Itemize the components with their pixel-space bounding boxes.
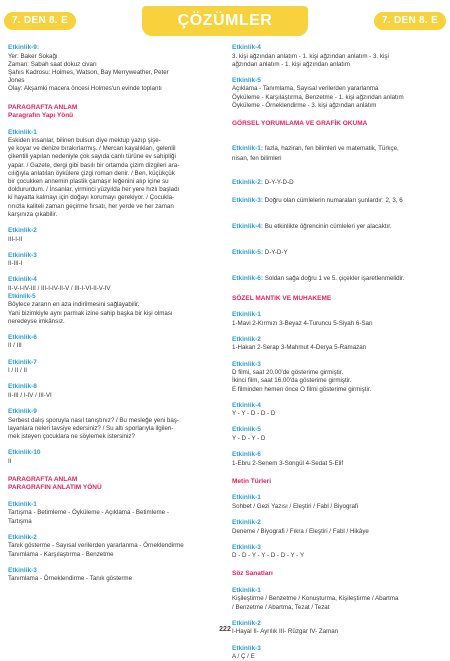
answer-text: Tartışma - Betimleme - Öyküleme - Açıklama - Betimleme - Tartışma <box>8 509 169 525</box>
answer-text: III-I-II <box>8 235 23 243</box>
activity-title: Etkinlik-1 <box>232 311 261 319</box>
activity-title: Etkinlik-1: <box>232 144 264 152</box>
section-title: Metin Türleri <box>232 477 272 485</box>
answer-text: Serbest dalış sporuyla nasıl tanıştınız? / Bu mesleğe yeni baş- layanlara neleri tavsiye edersiniz? / Su altı sporlarıyla ilgilen- mek isteyen çocuklara ne söylemek istersiniz? <box>8 416 179 440</box>
activity-title: Etkinlik-4 <box>232 401 261 409</box>
activity-title: Etkinlik-4 <box>8 276 37 284</box>
answer-row <box>232 137 444 163</box>
activity-title: Etkinlik-2 <box>8 533 37 541</box>
activity-title: Etkinlik-5 <box>232 76 261 84</box>
answer-text: Yer: Baker Sokağı Zaman: Sabah saat dokuz civarı Şahıs Kadrosu: Holmes, Watson, Bay Merryweather, Peter Jones Olay: Akşamki macera öncesi Holmes'un evinde toplantı <box>8 52 169 93</box>
answer-row <box>232 267 444 285</box>
answer-text: A / Ç / E <box>232 653 255 661</box>
grade-badge-right: 7. DEN 8. E <box>374 12 446 30</box>
activity-title: Etkinlik-3 <box>232 360 261 368</box>
activity-title: Etkinlik-3 <box>8 566 37 574</box>
answer-text: Deneme / Biyografi / Fıkra / Eleştiri / Fabl / Hikâye <box>232 527 369 535</box>
answer-text: Y - D - Y - D <box>232 434 266 442</box>
answer-text: I / II / II <box>8 367 27 375</box>
activity-title: Etkinlik-2 <box>232 619 261 627</box>
activity-title: Etkinlik-2: <box>232 178 264 186</box>
answer-text: Tanımlama - Örneklendirme - Tanık gösterme <box>8 575 133 583</box>
page-title: ÇÖZÜMLER <box>177 12 273 29</box>
section-title: SÖZEL MANTIK VE MUHAKEME <box>232 294 332 302</box>
activity-title: Etkinlik-1 <box>8 500 37 508</box>
activity-title: Etkinlik-3 <box>232 644 261 652</box>
activity-title: Etkinlik-6: <box>232 274 264 282</box>
answer-text: D filmi, saat 20.00'de gösterime girmiştir. İkinci film, saat 16.00'da gösterime girmiştir. E filminden hemen önce O filmi gösterime girmiştir. <box>232 369 372 393</box>
answer-text: Açıklama - Tanımlama, Sayısal verilerden yararlanma Öyküleme - Karşılaştırma, Benzetme - 1. kişi ağzından anlatım Öyküleme - Örneklendirme - 3. kişi ağzından anlatım <box>232 85 404 109</box>
section-title: GÖRSEL YORUMLAMA VE GRAFİK OKUMA <box>232 120 368 128</box>
answer-row <box>232 241 444 259</box>
answer-text: 1-Hakan 2-Serap 3-Mahmut 4-Derya 5-Ramazan <box>232 344 367 352</box>
answer-text: Bu etkinlikte öğrencinin cümleleri yer alacaktır. <box>263 222 392 230</box>
activity-title: Etkinlik-8 <box>8 383 37 391</box>
activity-title: Etkinlik-1 <box>232 586 261 594</box>
activity-title: Etkinlik-6 <box>232 451 261 459</box>
answer-text: Soldan sağa doğru 1 ve 5. çiçekler işaretlenmelidir. <box>263 274 405 282</box>
activity-title: Etkinlik-5 <box>232 426 261 434</box>
activity-title: Etkinlik-9 <box>8 408 37 416</box>
left-column <box>8 44 218 583</box>
section-title: PARAGRAFTA ANLAM <box>8 475 78 483</box>
answer-row <box>232 215 444 233</box>
activity-title: Etkinlik-4 <box>232 44 261 51</box>
activity-title: Etkinlik-4: <box>232 222 264 230</box>
activity-title: Etkinlik-1 <box>232 494 261 502</box>
answer-text: Doğru olan cümlelerin numaraları şunlardır: 2, 3, 6 <box>263 196 403 204</box>
activity-title: Etkinlik-6 <box>8 333 37 341</box>
activity-title: Etkinlik-10 <box>8 449 41 457</box>
answer-text: II-III-I <box>8 260 23 268</box>
section-title: PARAGRAFTA ANLAM <box>8 103 78 111</box>
activity-title: Etkinlik-2 <box>232 519 261 527</box>
answer-text: Tanık gösterme - Sayısal verilerden yararlanma - Örneklendirme Tanımlama - Karşılaştırma - Benzetme <box>8 542 184 558</box>
answer-text: D-Y-D-Y <box>263 248 288 256</box>
answer-text: Y - Y - D - D - D <box>232 410 276 418</box>
right-column <box>232 44 444 661</box>
answer-row <box>232 189 444 207</box>
answer-text: 1-Ebru 2-Senem 3-Songül 4-Sedat 5-Elif <box>232 459 344 467</box>
answer-text: Kişileştirme / Benzetme / Konuşturma, Kişileştirme / Abartma / Benzetme / Abartma, Tezat / Tezat <box>232 595 399 611</box>
answer-text: nisan, fen bilimleri <box>232 154 282 162</box>
answer-text: I-Hayal II- Ayrılık III- Rüzgar IV- Zaman <box>232 628 339 636</box>
answer-text: II-V-I-IV-III / III-I-IV-II-V / III-I-VI-II-V-IV Etkinlik-5 Böylece zararın en aza indirilmesini sağlayabilir. Yani bizimkiyle aynı parmak izine sahip başka bir kişi olması neredeyse imkânsız. <box>8 284 173 325</box>
answer-text: 1-Mavi 2-Kırmızı 3-Beyaz 4-Turuncu 5-Siyah 6-Sarı <box>232 319 373 327</box>
activity-title: Etkinlik-3: <box>232 196 264 204</box>
activity-title: Etkinlik-5: <box>232 248 264 256</box>
page-header <box>0 0 450 44</box>
answer-text: 3. kişi ağzından anlatım - 1. kişi ağzından anlatım - 3. kişi ağzından anlatım - 1. kişi ağzından anlatım <box>232 52 389 68</box>
section-subtitle: PARAGRAFIN ANLATIM YÖNÜ <box>8 484 102 492</box>
activity-title: Etkinlik-9: <box>8 44 40 51</box>
answer-text: Sohbet / Gezi Yazısı / Eleştiri / Fabl / Biyografi <box>232 502 358 510</box>
activity-title: Etkinlik-2 <box>232 335 261 343</box>
answer-text: II / III <box>8 342 22 350</box>
section-subtitle: Paragrafın Yapı Yönü <box>8 112 74 120</box>
activity-title: Etkinlik-3 <box>8 251 37 259</box>
answer-text: D-Y-Y-D-D <box>263 178 294 186</box>
activity-title: Etkinlik-1 <box>8 128 37 136</box>
activity-title: Etkinlik-2 <box>8 227 37 235</box>
title-banner <box>142 6 308 36</box>
answer-text: D - D - Y - Y - D - D - Y - Y <box>232 552 305 560</box>
activity-title: Etkinlik-3 <box>232 543 261 551</box>
answer-text: Eskiden insanlar, bilinen bulsun diye mektup yazıp şişe- ye koyar ve denize bırakırlarmış. / Mercan kayalıkları, gelenlil çikentili yapılan nedeniyle çok sayıda canlı türüne ev sahipliği yapar. / Gazete, dergi gibi basılı bir ortamda çizim dizgileri ara- cılığıyla anlatılan öykülere çizgi roman denir. / Ben, küçükçük bir çocukken annemin plastik çamaşır leğenini alıp içine su doldururdum. / İnsanlar, yirminci yüzyılda her yere hızlı başladı ki hayatta kalmayı için doğayı korumayı gerekiyor. / Çocukla- rınızla kaliteli zaman geçirme fırsatı, her yerde ve her zaman karşınıza çıkabilir. <box>8 137 180 218</box>
page-number: 222 <box>219 626 231 633</box>
answer-text: fazla, haziran, fen bilimleri ve matematik, Türkçe, <box>263 144 399 152</box>
answer-row <box>232 171 444 189</box>
section-title: Söz Sanatları <box>232 570 273 578</box>
grade-badge-left: 7. DEN 8. E <box>4 12 76 30</box>
answer-text: II <box>8 457 12 465</box>
answer-text: II-III / I-IV / III-VI <box>8 391 52 399</box>
activity-title: Etkinlik-7 <box>8 358 37 366</box>
